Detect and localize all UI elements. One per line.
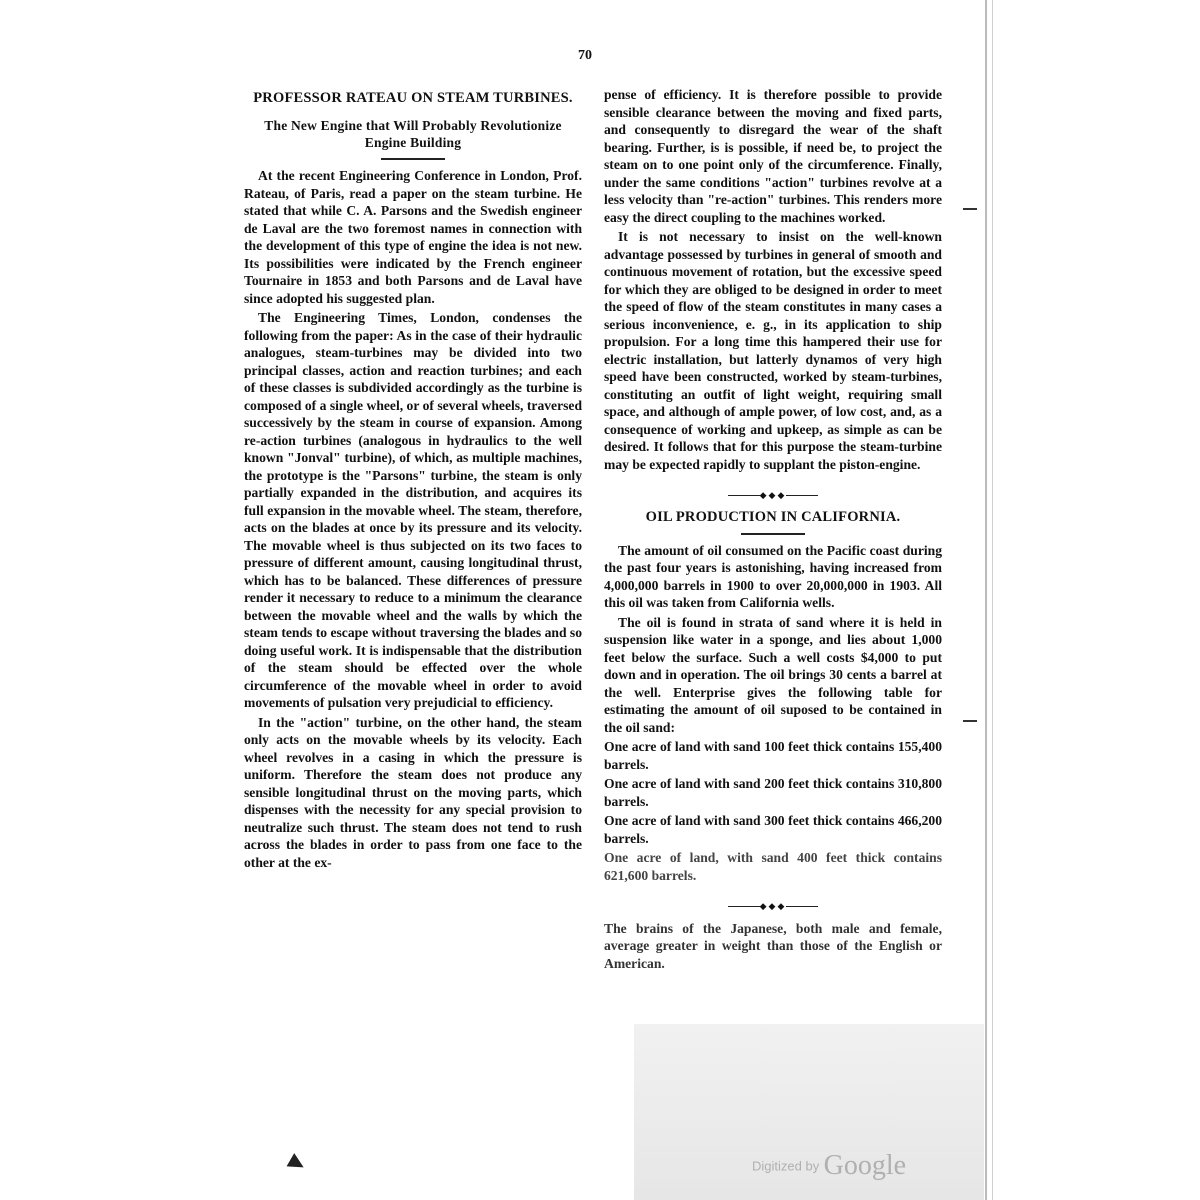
right-column [604,86,942,972]
margin-mark [963,720,977,722]
table-row: One acre of land, with sand 400 feet thick contains 621,600 barrels. [604,850,942,883]
margin-mark [963,208,977,210]
paragraph: The amount of oil consumed on the Pacific coast during the past four years is astonishing, having increased from 4,000,000 barrels in 1900 to over 20,000,000 in 1903. All this oil was taken from California wells. [604,542,942,610]
paragraph: The Engineering Times, London, condenses the following from the paper: As in the case of their hydraulic analogues, steam-turbines may be divided into two principal classes, action and reaction turbines; and each of these classes is subdivided accordingly as the turbine is composed of a single wheel, or of several wheels, traversed successively by the steam in course of expansion. Among re-action turbines (analogous in hydraulics to the well known "Jonval" turbine), of which, as multiple machines, the prototype is the "Parsons" turbine, the steam is only partially expanded in the distribution, and acquires its full expansion in the movable wheel. The steam, therefore, acts on the blades at once by its pressure and its velocity. The movable wheel is thus subjected on its two faces to pressure of different amount, causing longitudinal thrust, which has to be balanced. These differences of pressure render it necessary to reduce to a minimum the clearance between the movable wheel and the walls by which the steam tends to escape without traversing the blades and so doing useful work. It is indispensable that the distribution of the steam should be effected over the whole circumference of the movable wheel in order to avoid movements of pulsation very prejudicial to efficiency. [244,310,582,710]
table-row: One acre of land with sand 300 feet thick contains 466,200 barrels. [604,813,942,846]
ornament-divider: ◆◆◆ [604,898,942,916]
article-title: PROFESSOR RATEAU ON STEAM TURBINES. [253,90,573,106]
paragraph: The brains of the Japanese, both male and female, average greater in weight than those of the English or American. [604,920,942,971]
paragraph: It is not necessary to insist on the well-known advantage possessed by turbines in general of smooth and continuous movement of rotation, but the excessive speed for which they are obliged to be designed in order to meet the speed of flow of the steam constitutes in many cases a serious inconvenience, e. g., in its application to ship propulsion. For a long time this hampered their use for electric installation, but latterly dynamos of very high speed have been constructed, worked by steam-turbines, constituting an outfit of light weight, requiring small space, and although of ample power, of low cost, and, as a consequence of working and upkeep, as simple as can be desired. It follows that for this purpose the steam-turbine may be expected rapidly to supplant the piston-engine. [604,229,942,472]
ornament-divider: ◆◆◆ [604,487,942,505]
digitized-watermark [752,1150,906,1182]
paragraph: In the "action" turbine, on the other hand, the steam only acts on the movable wheels by its velocity. Each wheel revolves in a casing in which the pressure is uniform. Therefore the steam does not produce any sensible longitudinal thrust on the moving parts, which dispenses with the necessity for any special provision to neutralize such thrust. The steam does not tend to rush across the blades in order to pass from one face to the other at the ex- [244,714,582,870]
scan-edge-line [992,0,993,1200]
paragraph: At the recent Engineering Conference in London, Prof. Rateau, of Paris, read a paper on the steam turbine. He stated that while C. A. Parsons and the Swedish engineer de Laval are the two foremost names in connection with the development of this type of engine the idea is not new. Its possibilities were indicated by the French engineer Tournaire in 1853 and both Parsons and de Laval have since adopted his suggested plan. [244,168,582,306]
page-number: 70 [578,48,592,63]
paragraph: The oil is found in strata of sand where it is held in suspension like water in a sponge, and lies about 1,000 feet below the surface. Such a well costs $4,000 to put down and in operation. The oil brings 30 cents a barrel at the well. Enterprise gives the following table for estimating the amount of oil suposed to be contained in the oil sand: [604,614,942,735]
scan-artifact-icon: ▶ [285,1149,310,1177]
divider [741,533,805,535]
watermark-prefix: Digitized by [752,1158,820,1174]
paragraph: pense of efficiency. It is therefore possible to provide sensible clearance between the moving and fixed parts, and consequently to disregard the wear of the shaft bearing. Further, is is possible, if need be, to project the steam on to one point only of the circumference. Finally, under the same conditions "action" turbines revolve at a less velocity than "re-action" turbines. This renders more easy the direct coupling to the machines worked. [604,87,942,225]
table-row: One acre of land with sand 200 feet thick contains 310,800 barrels. [604,776,942,809]
google-logo: Google [823,1150,907,1181]
article-title: OIL PRODUCTION IN CALIFORNIA. [645,508,901,525]
divider [381,158,445,160]
article-subtitle: The New Engine that Will Probably Revolutionize Engine Building [264,118,562,150]
left-column [244,86,582,873]
table-row: One acre of land with sand 100 feet thick contains 155,400 barrels. [604,739,942,772]
scan-edge-line [985,0,987,1200]
